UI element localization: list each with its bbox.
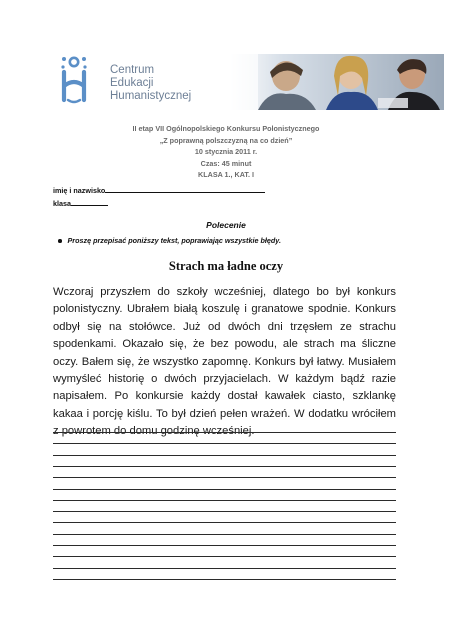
contest-motto: „Z poprawną polszczyzną na co dzień” <box>159 135 293 145</box>
answer-line[interactable] <box>53 545 396 546</box>
answer-line[interactable] <box>53 477 396 478</box>
logo-text <box>110 64 191 103</box>
logo-line-1: Centrum <box>110 64 155 76</box>
logo-line-3: Humanistycznej <box>110 90 192 102</box>
contest-title: II etap VII Ogólnopolskiego Konkursu Polonistycznego <box>132 124 320 133</box>
answer-line[interactable] <box>53 455 396 456</box>
answer-line[interactable] <box>53 522 396 523</box>
contest-time: Czas: 45 minut <box>200 158 252 168</box>
answer-line[interactable] <box>53 579 396 580</box>
students-photo <box>228 54 444 110</box>
child-figure-logo-icon <box>60 56 88 104</box>
answer-line[interactable] <box>53 466 396 467</box>
name-line[interactable] <box>105 185 265 193</box>
task-instruction-text: Proszę przepisać poniższy tekst, poprawiając wszystkie błędy. <box>67 236 281 245</box>
answer-line[interactable] <box>53 568 396 569</box>
answer-line[interactable] <box>53 489 396 490</box>
class-label: klasa <box>53 199 71 208</box>
class-field[interactable] <box>53 198 108 208</box>
story-title: Strach ma ładne oczy <box>168 259 284 273</box>
answer-line[interactable] <box>53 511 396 512</box>
logo-line-2: Edukacji <box>110 77 154 89</box>
answer-line[interactable] <box>53 432 396 433</box>
answer-line[interactable] <box>53 534 396 535</box>
story-text: Wczoraj przyszłem do szkoły wcześniej, dlatego bo był konkurs polonistyczny. Ubrałem białą koszulę i granatowe spodnie. Konkurs odbył się na stołówce. Już od dwóch dni trzęsłem ze strachu spodenkami. Okazało się, że bez powodu, ale strach ma śliczne oczy. Bałem się, że wszystko zapomnę. Konkurs był łatwy. Musiałem wymyśleć historię o dwóch przyjacielach. W każdym bądź razie napisałem. Po konkursie każdy dostał kawałek ciasto, szklankę kakaa i porcję kiślu. To był dzień pełen wrażeń. W dodatku wróciłem z powrotem do domu godzinę wcześniej. <box>53 286 396 438</box>
answer-line[interactable] <box>53 443 396 444</box>
header-banner <box>52 54 396 110</box>
name-label: imię i nazwisko <box>53 186 106 195</box>
name-field[interactable] <box>53 185 265 195</box>
answer-line[interactable] <box>53 556 396 557</box>
answer-line[interactable] <box>53 500 396 501</box>
contest-header <box>0 123 452 181</box>
class-line[interactable] <box>71 198 108 206</box>
bullet-icon <box>58 239 62 243</box>
contest-category: KLASA 1., KAT. I <box>198 170 254 179</box>
contest-date: 10 stycznia 2011 r. <box>194 147 258 156</box>
task-heading: Polecenie <box>206 220 246 230</box>
task-instruction <box>58 236 281 245</box>
